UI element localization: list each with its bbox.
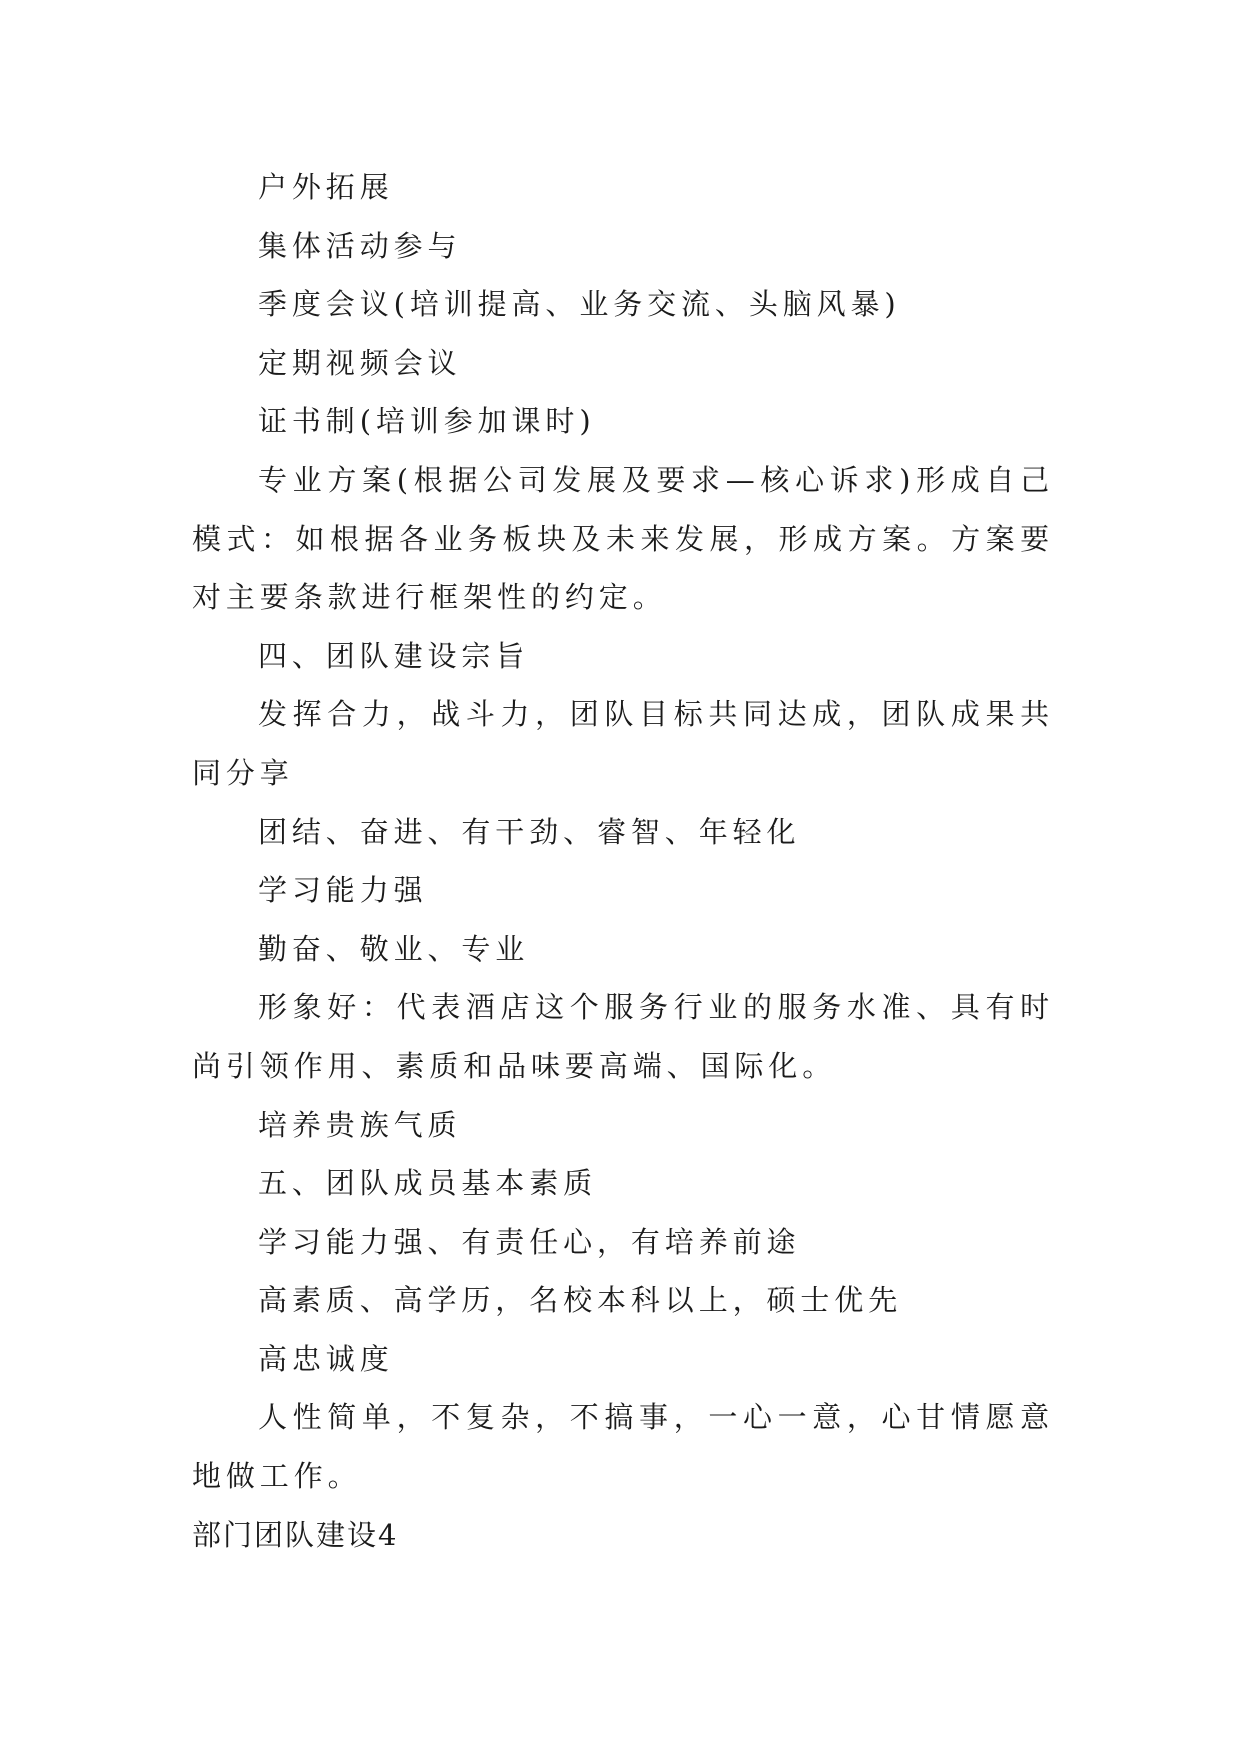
section-heading: 四、团队建设宗旨 (258, 638, 530, 673)
paragraph: 证书制(培训参加课时) (258, 404, 596, 439)
paragraph: 发挥合力，战斗力，团队目标共同达成，团队成果共同分享 (192, 697, 1054, 790)
paragraph: 高素质、高学历，名校本科以上，硕士优先 (258, 1283, 903, 1318)
paragraph: 形象好：代表酒店这个服务行业的服务水准、具有时尚引领作用、素质和品味要高端、国际化。 (192, 990, 1054, 1083)
paragraph: 学习能力强、有责任心，有培养前途 (258, 1224, 801, 1259)
paragraph: 集体活动参与 (258, 228, 462, 263)
paragraph: 季度会议(培训提高、业务交流、头脑风暴) (258, 287, 901, 322)
paragraph: 人性简单，不复杂，不搞事，一心一意，心甘情愿意地做工作。 (192, 1400, 1054, 1494)
paragraph: 专业方案(根据公司发展及要求—核心诉求)形成自己模式：如根据各业务板块及未来发展，形成方案。方案要对主要条款进行框架性的约定。 (192, 462, 1054, 615)
paragraph: 户外拓展 (258, 170, 394, 204)
section-heading: 五、团队成员基本素质 (258, 1166, 598, 1201)
paragraph: 团结、奋进、有干劲、睿智、年轻化 (258, 814, 801, 849)
paragraph: 勤奋、敬业、专业 (258, 931, 530, 966)
paragraph: 高忠诚度 (258, 1341, 394, 1376)
document-heading: 部门团队建设4 (192, 1517, 399, 1552)
paragraph: 培养贵族气质 (258, 1107, 462, 1142)
paragraph: 定期视频会议 (258, 345, 462, 380)
paragraph: 学习能力强 (258, 873, 428, 908)
document-body (192, 158, 1054, 1564)
